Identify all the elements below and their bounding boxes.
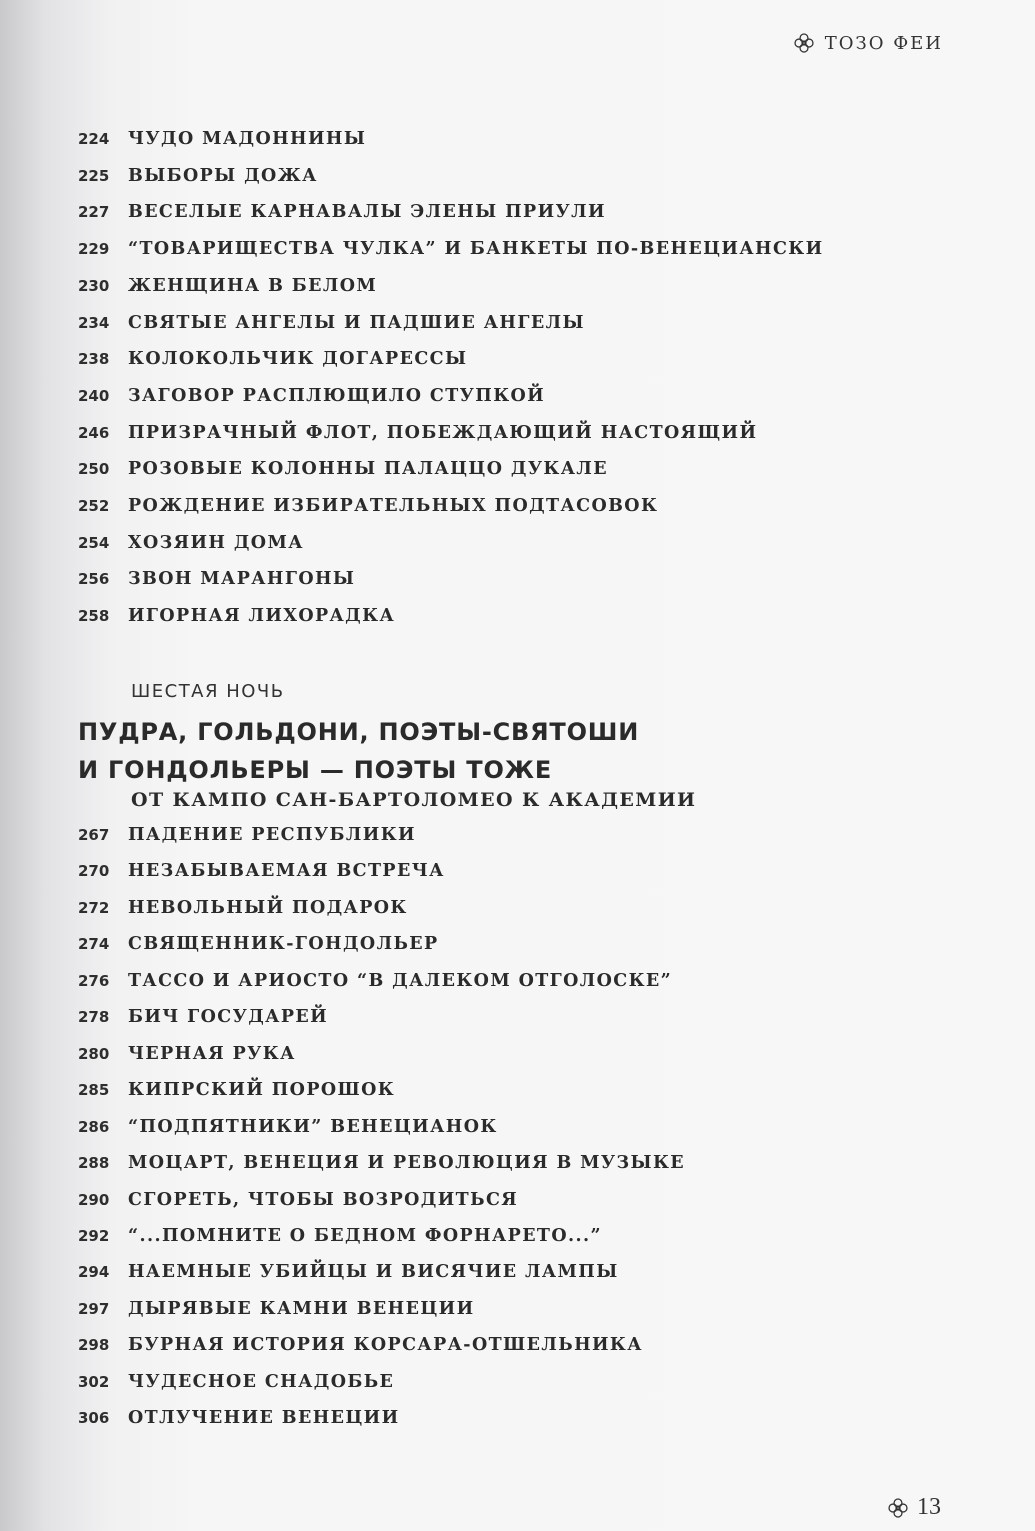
toc-entry xyxy=(78,423,757,451)
toc-entry-title: НАЕМНЫЕ УБИЙЦЫ И ВИСЯЧИЕ ЛАМПЫ xyxy=(128,1262,619,1283)
page-footer xyxy=(887,1494,941,1521)
toc-entry-title: “ТОВАРИЩЕСТВА ЧУЛКА” И БАНКЕТЫ ПО-ВЕНЕЦИАНСКИ xyxy=(128,239,824,260)
toc-page-number: 230 xyxy=(78,276,110,295)
toc-page-number: 302 xyxy=(78,1372,110,1391)
toc-entry xyxy=(78,1044,296,1072)
toc-entry xyxy=(78,1080,395,1108)
toc-page-number: 258 xyxy=(78,607,110,626)
toc-entry xyxy=(78,1299,475,1327)
toc-entry-title: МОЦАРТ, ВЕНЕЦИЯ И РЕВОЛЮЦИЯ В МУЗЫКЕ xyxy=(128,1153,686,1174)
toc-entry xyxy=(78,202,606,230)
toc-page-number: 274 xyxy=(78,935,110,954)
toc-entry xyxy=(78,825,416,853)
toc-entry xyxy=(78,276,377,304)
toc-page-number: 227 xyxy=(78,203,110,222)
toc-page-number: 286 xyxy=(78,1117,110,1136)
toc-entry xyxy=(78,1190,518,1218)
toc-page-number: 272 xyxy=(78,898,110,917)
toc-entry xyxy=(78,1372,394,1400)
toc-entry-title: ВЫБОРЫ ДОЖА xyxy=(128,165,318,186)
toc-entry xyxy=(78,239,824,267)
toc-entry-title: ЗВОН МАРАНГОНЫ xyxy=(128,569,356,590)
toc-page-number: 292 xyxy=(78,1226,110,1245)
toc-page-number: 240 xyxy=(78,386,110,405)
toc-page-number: 250 xyxy=(78,460,110,479)
toc-entry xyxy=(78,569,355,597)
toc-page-number: 288 xyxy=(78,1154,110,1173)
toc-entry-title: ПРИЗРАЧНЫЙ ФЛОТ, ПОБЕЖДАЮЩИЙ НАСТОЯЩИЙ xyxy=(128,422,758,443)
toc-page-number: 238 xyxy=(78,350,110,369)
toc-entry-title: НЕЗАБЫВАЕМАЯ ВСТРЕЧА xyxy=(128,861,445,882)
toc-entry-title: ЗАГОВОР РАСПЛЮЩИЛО СТУПКОЙ xyxy=(128,385,546,406)
toc-page-number: 280 xyxy=(78,1044,110,1063)
toc-entry-title: БУРНАЯ ИСТОРИЯ КОРСАРА-ОТШЕЛЬНИКА xyxy=(128,1335,643,1356)
toc-entry-title: ЧУДО МАДОННИНЫ xyxy=(128,129,367,149)
toc-entry-title: СВЯЩЕННИК-ГОНДОЛЬЕР xyxy=(128,934,439,955)
toc-entry-title: “ПОДПЯТНИКИ” ВЕНЕЦИАНОК xyxy=(128,1116,498,1137)
toc-entry xyxy=(78,934,439,962)
toc-entry-title: “...ПОМНИТЕ О БЕДНОМ ФОРНАРЕТО...” xyxy=(128,1225,602,1246)
section-label: ШЕСТАЯ НОЧЬ xyxy=(131,681,285,702)
toc-entry xyxy=(78,166,318,194)
toc-entry-title: ВЕСЕЛЫЕ КАРНАВАЛЫ ЭЛЕНЫ ПРИУЛИ xyxy=(128,202,606,223)
toc-page-number: 290 xyxy=(78,1190,110,1209)
quatrefoil-flower-icon xyxy=(793,32,815,54)
toc-entry-title: БИЧ ГОСУДАРЕЙ xyxy=(128,1007,329,1028)
section-subtitle: ОТ КАМПО САН-БАРТОЛОМЕО К АКАДЕМИИ xyxy=(131,789,697,811)
toc-entry xyxy=(78,129,366,157)
toc-page-number: 224 xyxy=(78,130,110,148)
toc-page-number: 225 xyxy=(78,166,110,185)
toc-entry xyxy=(78,1226,602,1254)
toc-page-number: 278 xyxy=(78,1008,110,1027)
toc-page-number: 256 xyxy=(78,570,110,589)
toc-entry-title: ДЫРЯВЫЕ КАМНИ ВЕНЕЦИИ xyxy=(128,1298,475,1319)
toc-entry-title: ЧУДЕСНОЕ СНАДОБЬЕ xyxy=(128,1371,395,1392)
toc-entry-title: РОЖДЕНИЕ ИЗБИРАТЕЛЬНЫХ ПОДТАСОВОК xyxy=(128,496,659,516)
toc-entry-title: КОЛОКОЛЬЧИК ДОГАРЕССЫ xyxy=(128,349,468,370)
toc-entry-title: СГОРЕТЬ, ЧТОБЫ ВОЗРОДИТЬСЯ xyxy=(128,1189,519,1210)
toc-entry-title: СВЯТЫЕ АНГЕЛЫ И ПАДШИЕ АНГЕЛЫ xyxy=(128,312,585,333)
toc-entry xyxy=(78,861,445,889)
toc-entry xyxy=(78,1007,328,1035)
running-head-text: ТОЗО ФЕИ xyxy=(824,32,943,54)
toc-entry-title: ЧЕРНАЯ РУКА xyxy=(128,1043,296,1064)
running-head xyxy=(793,32,943,54)
toc-entry-title: ПАДЕНИЕ РЕСПУБЛИКИ xyxy=(128,825,416,845)
toc-entry xyxy=(78,496,658,524)
toc-page-number: 252 xyxy=(78,497,110,515)
toc-entry xyxy=(78,1153,685,1181)
toc-entry-title: ХОЗЯИН ДОМА xyxy=(128,532,304,553)
toc-entry-title: ИГОРНАЯ ЛИХОРАДКА xyxy=(128,606,396,627)
toc-entry xyxy=(78,459,608,487)
toc-entry xyxy=(78,1262,619,1290)
toc-page-number: 246 xyxy=(78,423,110,442)
toc-entry-title: КИПРСКИЙ ПОРОШОК xyxy=(128,1080,396,1101)
toc-page-number: 254 xyxy=(78,533,110,552)
toc-page-number: 234 xyxy=(78,313,110,332)
toc-page-number: 298 xyxy=(78,1336,110,1355)
toc-entry xyxy=(78,313,585,341)
toc-entry xyxy=(78,1408,400,1436)
toc-page-number: 229 xyxy=(78,240,110,259)
toc-entry xyxy=(78,349,467,377)
toc-entry xyxy=(78,971,672,999)
toc-entry-title: ОТЛУЧЕНИЕ ВЕНЕЦИИ xyxy=(128,1408,400,1429)
toc-page-number: 267 xyxy=(78,826,110,844)
toc-page-number: 270 xyxy=(78,862,110,881)
toc-page-number: 297 xyxy=(78,1299,110,1318)
toc-page-number: 294 xyxy=(78,1263,110,1282)
quatrefoil-flower-icon xyxy=(887,1497,909,1519)
toc-entry xyxy=(78,386,545,414)
page-number: 13 xyxy=(917,1494,941,1520)
toc-entry xyxy=(78,898,408,926)
toc-entry xyxy=(78,1335,643,1363)
toc-entry xyxy=(78,606,395,634)
toc-entry-title: ТАССО И АРИОСТО “В ДАЛЕКОМ ОТГОЛОСКЕ” xyxy=(128,970,673,991)
section-title-line-1: ПУДРА, ГОЛЬДОНИ, ПОЭТЫ-СВЯТОШИ xyxy=(78,718,640,746)
section-title-line-2: И ГОНДОЛЬЕРЫ — ПОЭТЫ ТОЖЕ xyxy=(78,756,553,784)
toc-entry xyxy=(78,1117,498,1145)
toc-page-number: 285 xyxy=(78,1081,110,1100)
toc-entry-title: НЕВОЛЬНЫЙ ПОДАРОК xyxy=(128,897,408,918)
toc-page-number: 276 xyxy=(78,971,110,990)
section-title xyxy=(78,713,639,789)
toc-page-number: 306 xyxy=(78,1409,110,1428)
toc-entry-title: РОЗОВЫЕ КОЛОННЫ ПАЛАЦЦО ДУКАЛЕ xyxy=(128,459,609,480)
toc-entry-title: ЖЕНЩИНА В БЕЛОМ xyxy=(128,275,378,296)
toc-entry xyxy=(78,533,304,561)
